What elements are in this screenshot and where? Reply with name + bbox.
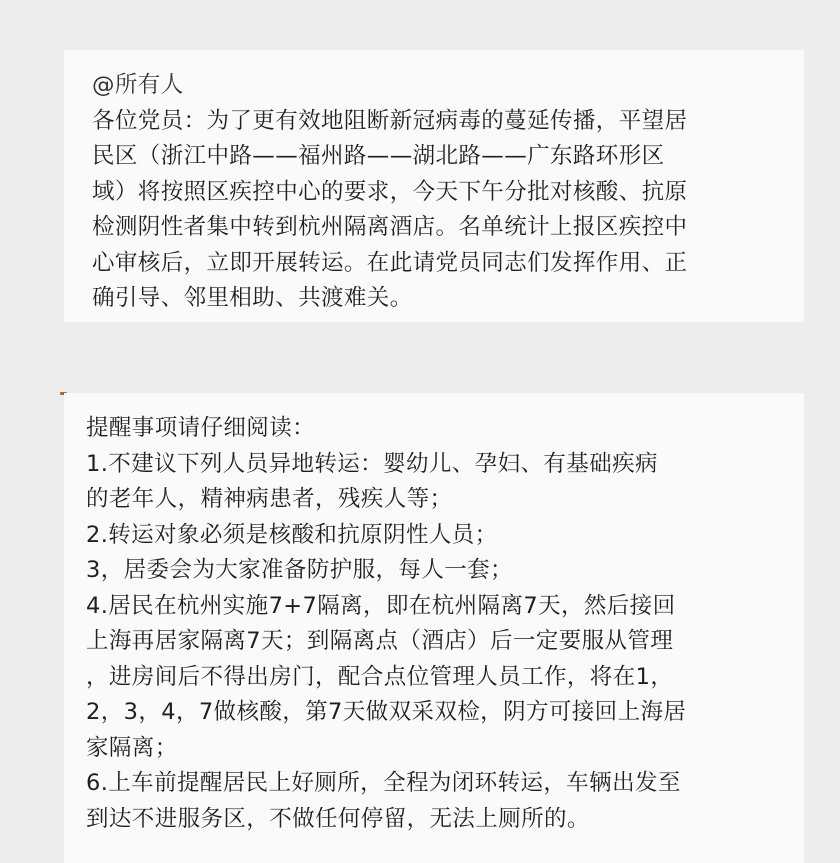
message2-line: 1.不建议下列人员异地转运：婴幼儿、孕妇、有基础疾病 — [86, 450, 658, 477]
message1-line: 检测阴性者集中转到杭州隔离酒店。名单统计上报区疾控中 — [92, 214, 688, 240]
message2-line: 2.转运对象必须是核酸和抗原阴性人员； — [86, 521, 498, 548]
message1-line: 域）将按照区疾控中心的要求，今天下午分批对核酸、抗原 — [92, 178, 688, 205]
message2-line: 家隔离； — [86, 734, 178, 761]
message2-line: 上海再居家隔离7天；到隔离点（酒店）后一定要服从管理 — [86, 628, 674, 654]
message2-line: ，进房间后不得出房门，配合点位管理人员工作，将在1， — [86, 663, 674, 690]
message2-line: 的老年人，精神病患者，残疾人等； — [86, 486, 453, 512]
message2-line: 3，居委会为大家准备防护服，每人一套； — [86, 557, 513, 583]
message2-line: 4.居民在杭州实施7+7隔离，即在杭州隔离7天，然后接回 — [86, 592, 676, 619]
message1-line: 各位党员：为了更有效地阻断新冠病毒的蔓延传播，平望居 — [92, 107, 688, 134]
message-bubble-2 — [64, 393, 804, 863]
message1-line: 民区（浙江中路——福州路——湖北路——广东路环形区 — [92, 143, 665, 169]
message2-line: 2，3，4，7做核酸，第7天做双采双检，阴方可接回上海居 — [86, 699, 687, 725]
message-bubble-1 — [64, 50, 804, 322]
message1-line: 心审核后，立即开展转运。在此请党员同志们发挥作用、正 — [92, 249, 688, 276]
message2-line: 到达不进服务区，不做任何停留，无法上厕所的。 — [86, 805, 590, 832]
message1-line: 确引导、邻里相助、共渡难关。 — [92, 285, 413, 311]
message2-line: 6.上车前提醒居民上好厕所，全程为闭环转运，车辆出发至 — [86, 770, 681, 796]
reminder-title: 提醒事项请仔细阅读： — [86, 415, 316, 441]
mention-all[interactable]: @所有人 — [92, 72, 184, 98]
